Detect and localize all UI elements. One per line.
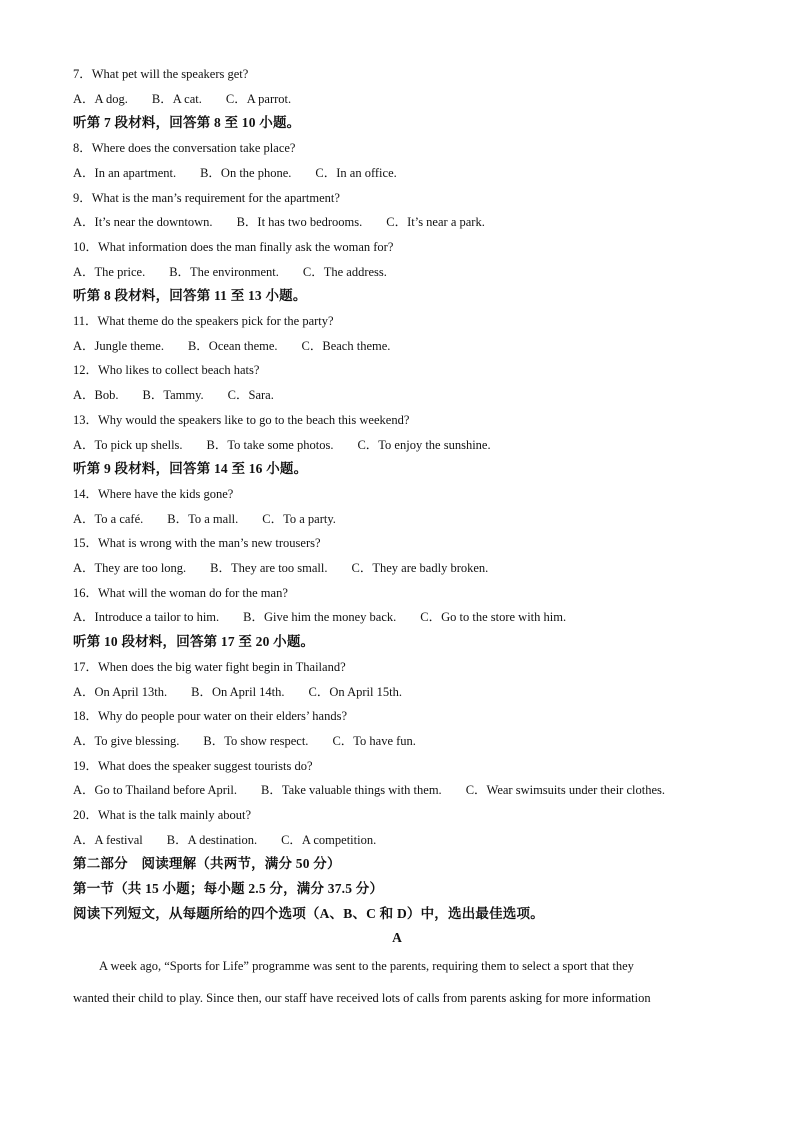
answer-options <box>73 511 724 527</box>
answer-option: C．In an office. <box>315 165 397 180</box>
answer-option: A．To a café. <box>73 511 144 526</box>
answer-options <box>73 214 724 230</box>
answer-option: C．A parrot. <box>225 91 292 106</box>
answer-option: A．To give blessing. <box>73 733 180 748</box>
answer-options <box>73 609 724 625</box>
answer-option: A．To pick up shells. <box>73 437 183 452</box>
question-text: 19．What does the speaker suggest tourists do? <box>73 758 313 773</box>
answer-option: B．To a mall. <box>167 511 239 526</box>
answer-options <box>73 387 724 403</box>
answer-options <box>73 733 724 749</box>
answer-option: B．Tammy. <box>142 388 204 403</box>
answer-option: B．To show respect. <box>203 733 309 748</box>
answer-option: B．On the phone. <box>200 165 292 180</box>
section-heading: 听第 10 段材料，回答第 17 至 20 小题。 <box>73 634 315 650</box>
answer-option: B．They are too small. <box>210 561 328 575</box>
answer-option: A．In an apartment. <box>73 165 177 180</box>
answer-option: B．A cat. <box>151 91 202 106</box>
answer-option: B．Give him the money back. <box>243 610 397 625</box>
answer-option: C．Go to the store with him. <box>420 610 567 625</box>
answer-option: C．A competition. <box>281 832 377 847</box>
answer-options <box>73 91 724 107</box>
answer-options <box>73 684 724 700</box>
passage-line-1: A week ago, “Sports for Life” programme was sent to the parents, requiring them to select a sport that they <box>99 959 634 973</box>
section-letter: A <box>392 930 402 945</box>
question-text: 14．Where have the kids gone? <box>73 486 234 501</box>
question-text: 8．Where does the conversation take place? <box>73 141 296 156</box>
answer-option: C．To enjoy the sunshine. <box>357 437 491 452</box>
answer-option: A．On April 13th. <box>73 684 168 699</box>
question-text: 18．Why do people pour water on their elders’ hands? <box>73 709 347 724</box>
answer-option: A．The price. <box>73 264 146 279</box>
answer-option: C．Wear swimsuits under their clothes. <box>465 783 665 798</box>
section-heading: 阅读下列短文，从每题所给的四个选项（A、B、C 和 D）中，选出最佳选项。 <box>73 905 544 921</box>
answer-option: C．Beach theme. <box>301 338 391 353</box>
answer-options <box>73 264 724 280</box>
question-text: 17．When does the big water fight begin in Thailand? <box>73 659 346 674</box>
answer-options <box>73 437 724 453</box>
question-text: 7．What pet will the speakers get? <box>73 67 249 81</box>
question-text: 9．What is the man’s requirement for the apartment? <box>73 190 340 205</box>
answer-option: A．Go to Thailand before April. <box>73 783 237 798</box>
answer-option: A．Bob. <box>73 388 119 403</box>
section-heading: 听第 8 段材料，回答第 11 至 13 小题。 <box>73 288 307 304</box>
answer-option: B．Take valuable things with them. <box>260 783 442 798</box>
answer-option: C．On April 15th. <box>308 684 402 699</box>
question-text: 20．What is the talk mainly about? <box>73 808 252 822</box>
passage-line-2: wanted their child to play. Since then, our staff have received lots of calls from parents asking for more information <box>73 991 651 1005</box>
answer-option: A．Introduce a tailor to him. <box>73 610 220 625</box>
answer-option: B．The environment. <box>169 264 279 279</box>
answer-option: B．A destination. <box>166 832 258 847</box>
answer-option: A．It’s near the downtown. <box>73 215 213 230</box>
answer-option: B．To take some photos. <box>206 437 334 452</box>
answer-option: A．A dog. <box>73 91 128 106</box>
question-text: 13．Why would the speakers like to go to the beach this weekend? <box>73 412 410 427</box>
answer-options <box>73 560 724 576</box>
answer-option: B．Ocean theme. <box>187 338 278 353</box>
answer-options <box>73 832 724 848</box>
answer-option: C．Sara. <box>227 388 274 403</box>
section-heading: 听第 9 段材料，回答第 14 至 16 小题。 <box>73 461 308 477</box>
answer-option: C．They are badly broken. <box>351 561 489 575</box>
answer-option: A．They are too long. <box>73 561 187 575</box>
question-text: 12．Who likes to collect beach hats? <box>73 363 260 378</box>
answer-option: C．It’s near a park. <box>386 215 485 230</box>
question-text: 16．What will the woman do for the man? <box>73 585 288 600</box>
answer-option: A．Jungle theme. <box>73 338 164 353</box>
answer-options <box>73 782 724 798</box>
section-heading: 听第 7 段材料，回答第 8 至 10 小题。 <box>73 115 301 131</box>
answer-option: A．A festival <box>73 832 143 847</box>
answer-option: C．To have fun. <box>332 733 416 748</box>
question-text: 10．What information does the man finally ask the woman for? <box>73 239 394 254</box>
answer-option: C．The address. <box>302 264 387 279</box>
answer-options <box>73 165 724 181</box>
answer-options <box>73 338 724 354</box>
question-text: 11．What theme do the speakers pick for the party? <box>73 314 334 328</box>
question-text: 15．What is wrong with the man’s new trousers? <box>73 536 321 551</box>
answer-option: C．To a party. <box>262 511 336 526</box>
answer-option: B．On April 14th. <box>191 684 285 699</box>
section-heading: 第一节（共 15 小题；每小题 2.5 分，满分 37.5 分） <box>73 881 384 897</box>
section-heading: 第二部分 阅读理解（共两节，满分 50 分） <box>73 856 341 872</box>
answer-option: B．It has two bedrooms. <box>236 215 363 230</box>
